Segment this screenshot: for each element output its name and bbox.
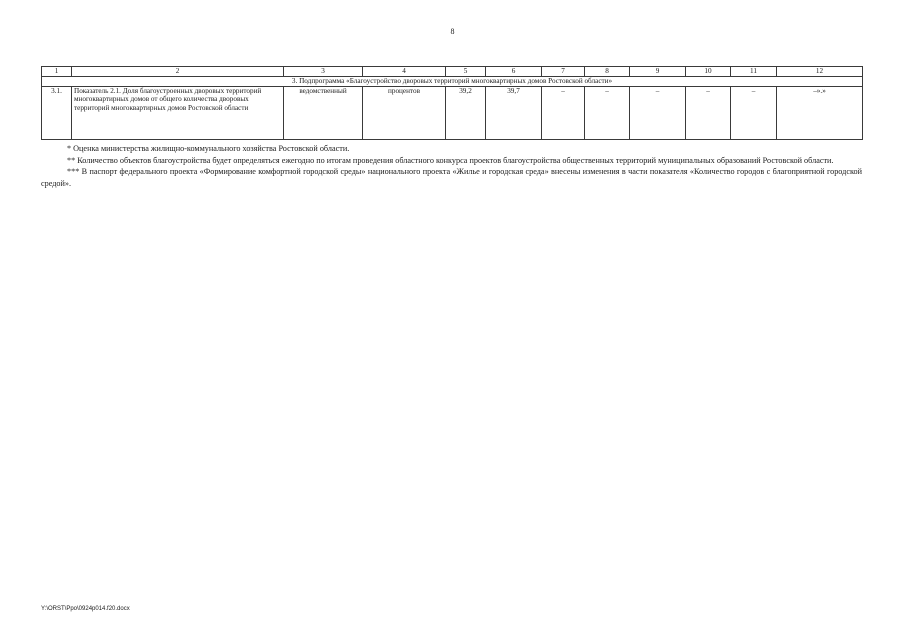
page-number: 8: [450, 27, 455, 36]
value-col-9: –: [630, 86, 686, 139]
col-header-1: 1: [42, 67, 72, 77]
value-col-6: 39,7: [486, 86, 542, 139]
value-col-7: –: [542, 86, 585, 139]
subprogram-title: 3. Подпрограмма «Благоустройство дворовых территорий многоквартирных домов Ростовской области»: [42, 76, 863, 86]
col-header-7: 7: [542, 67, 585, 77]
file-path-footer: Y:\ORST\Ppo\0924p014.f20.docx: [41, 606, 130, 612]
unit-of-measure: процентов: [363, 86, 446, 139]
col-header-6: 6: [486, 67, 542, 77]
footnote-2: ** Количество объектов благоустройства будет определяться ежегодно по итогам проведения областного конкурса проектов благоустройства общественных территорий муниципальных образований Ростовской области.: [67, 155, 834, 165]
col-header-5: 5: [446, 67, 486, 77]
footnote-3: *** В паспорт федерального проекта «Формирование комфортной городской среды» национального проекта «Жилье и городская среда» внесены изменения в части показателя «Количество городов с благоприятной городской средой».: [41, 167, 862, 188]
value-col-10: –: [686, 86, 731, 139]
column-number-row: [42, 67, 863, 77]
value-col-12: –».»: [777, 86, 863, 139]
indicator-type: ведомственный: [284, 86, 363, 139]
value-col-11: –: [731, 86, 777, 139]
col-header-12: 12: [777, 67, 863, 77]
col-header-9: 9: [630, 67, 686, 77]
indicators-table: [41, 66, 863, 140]
col-header-8: 8: [585, 67, 630, 77]
footnotes: [41, 143, 862, 189]
subprogram-row: [42, 76, 863, 86]
footnote-1: * Оценка министерства жилищно-коммунального хозяйства Ростовской области.: [67, 144, 350, 153]
value-col-8: –: [585, 86, 630, 139]
col-header-3: 3: [284, 67, 363, 77]
row-number: 3.1.: [42, 86, 72, 139]
table-row: [42, 86, 863, 139]
value-col-5: 39,2: [446, 86, 486, 139]
col-header-2: 2: [72, 67, 284, 77]
col-header-11: 11: [731, 67, 777, 77]
col-header-10: 10: [686, 67, 731, 77]
indicator-name: Показатель 2.1. Доля благоустроенных дворовых территорий многоквартирных домов от общего количества дворовых территорий многоквартирных домов Ростовской области: [72, 86, 284, 139]
col-header-4: 4: [363, 67, 446, 77]
